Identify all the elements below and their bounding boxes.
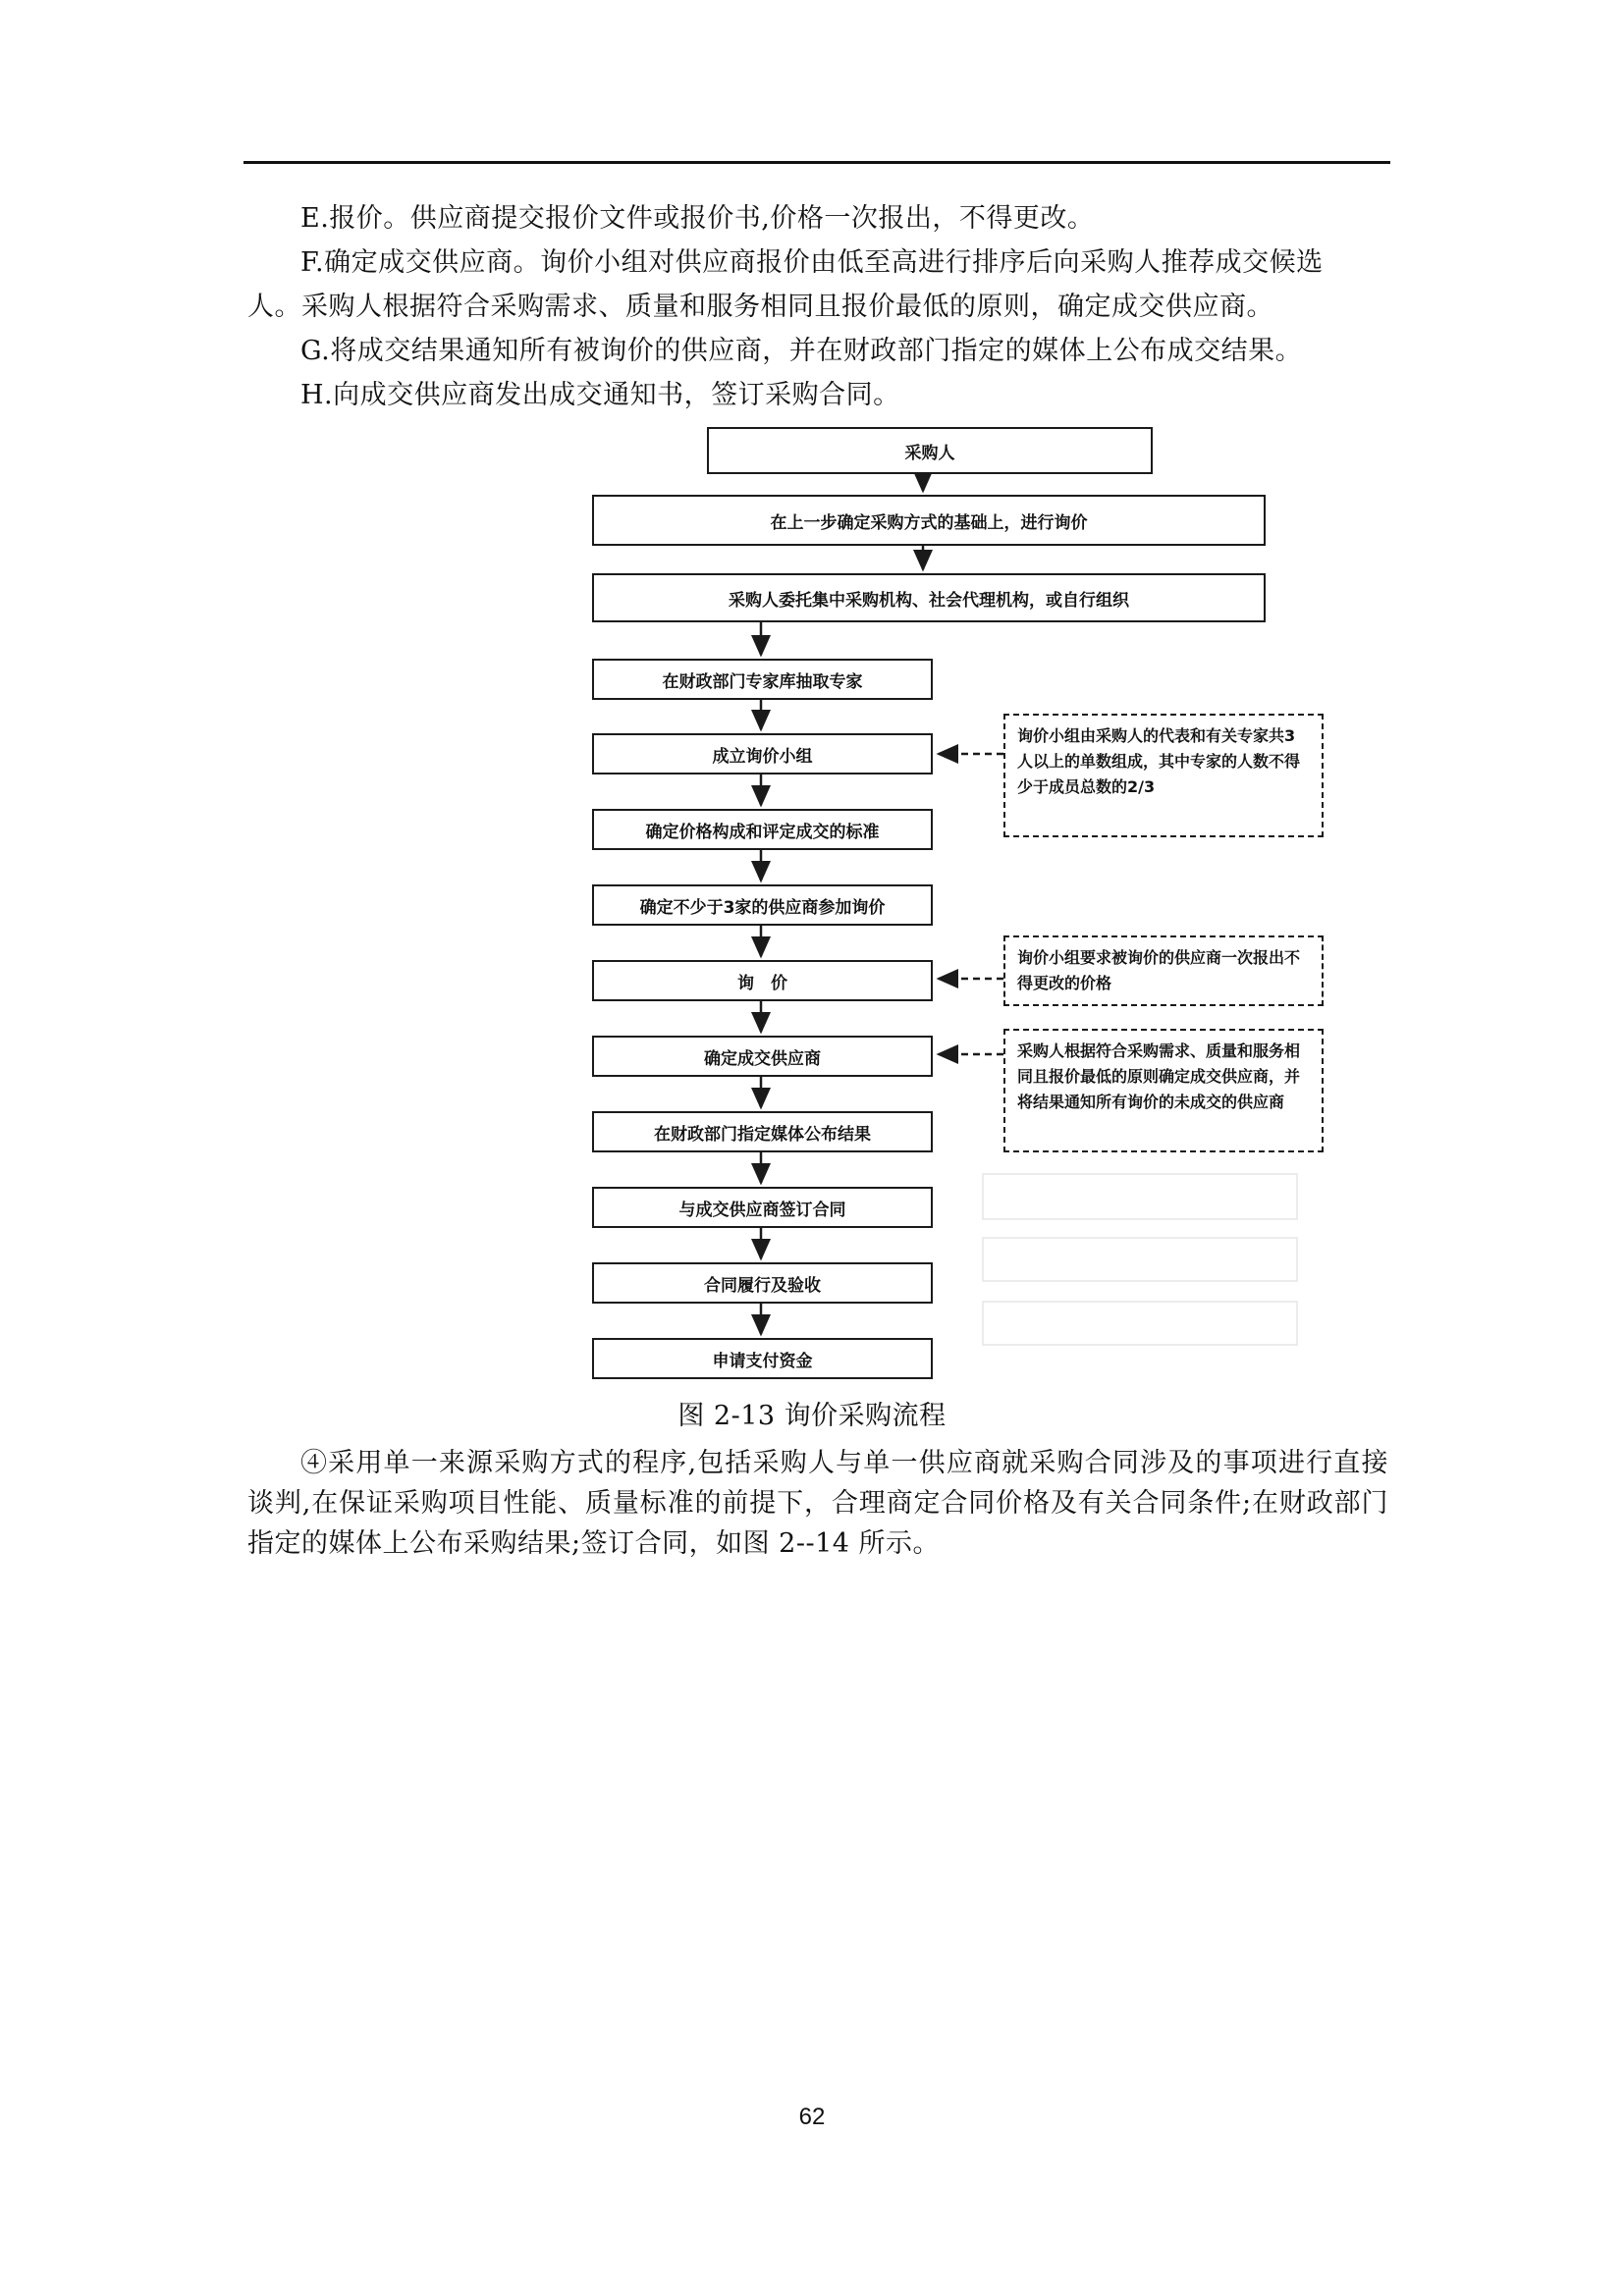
flow-step-inquiry: 询 价 — [592, 960, 933, 1001]
figure-caption: 图 2-13 询价采购流程 — [677, 1401, 947, 1431]
flow-step-set-criteria: 确定价格构成和评定成交的标准 — [592, 809, 933, 850]
flow-step-publish-result: 在财政部门指定媒体公布结果 — [592, 1111, 933, 1152]
paragraph-g: G.将成交结果通知所有被询价的供应商，并在财政部门指定的媒体上公布成交结果。 — [300, 336, 1303, 366]
flow-step-perform-accept: 合同履行及验收 — [592, 1262, 933, 1304]
flow-step-entrust-agency: 采购人委托集中采购机构、社会代理机构，或自行组织 — [592, 573, 1266, 622]
paragraph-single-source: ④采用单一来源采购方式的程序,包括采购人与单一供应商就采购合同涉及的事项进行直接谈判,在保证采购项目性能、质量标准的前提下，合理商定合同价格及有关合同条件;在财政部门指定的媒体上公布采购结果;签订合同，如图 2--14 所示。 — [247, 1448, 1388, 1559]
page-number: 62 — [798, 2104, 826, 2130]
flow-step-form-panel: 成立询价小组 — [592, 733, 933, 774]
flow-step-select-suppliers: 确定不少于3家的供应商参加询价 — [592, 884, 933, 926]
flow-step-purchaser: 采购人 — [707, 427, 1153, 474]
paragraph-h: H.向成交供应商发出成交通知书，签订采购合同。 — [300, 380, 900, 410]
flow-step-determine-supplier: 确定成交供应商 — [592, 1036, 933, 1077]
flow-step-apply-payment: 申请支付资金 — [592, 1338, 933, 1379]
flow-step-inquiry-basis: 在上一步确定采购方式的基础上，进行询价 — [592, 495, 1266, 546]
paragraph-f-line1: F.确定成交供应商。询价小组对供应商报价由低至高进行排序后向采购人推荐成交候选 — [300, 247, 1324, 278]
paragraph-e: E.报价。供应商提交报价文件或报价书,价格一次报出，不得更改。 — [300, 203, 1095, 234]
flow-step-sign-contract: 与成交供应商签订合同 — [592, 1187, 933, 1228]
flow-step-draw-experts: 在财政部门专家库抽取专家 — [592, 659, 933, 700]
note-determine-supplier: 采购人根据符合采购需求、质量和服务相同且报价最低的原则确定成交供应商，并将结果通知所有询价的未成交的供应商 — [1003, 1029, 1324, 1152]
note-panel-composition: 询价小组由采购人的代表和有关专家共3人以上的单数组成，其中专家的人数不得少于成员总数的2/3 — [1003, 714, 1324, 837]
paragraph-f-line2: 人。采购人根据符合采购需求、质量和服务相同且报价最低的原则，确定成交供应商。 — [247, 292, 1273, 322]
note-one-time-quote: 询价小组要求被询价的供应商一次报出不得更改的价格 — [1003, 935, 1324, 1006]
